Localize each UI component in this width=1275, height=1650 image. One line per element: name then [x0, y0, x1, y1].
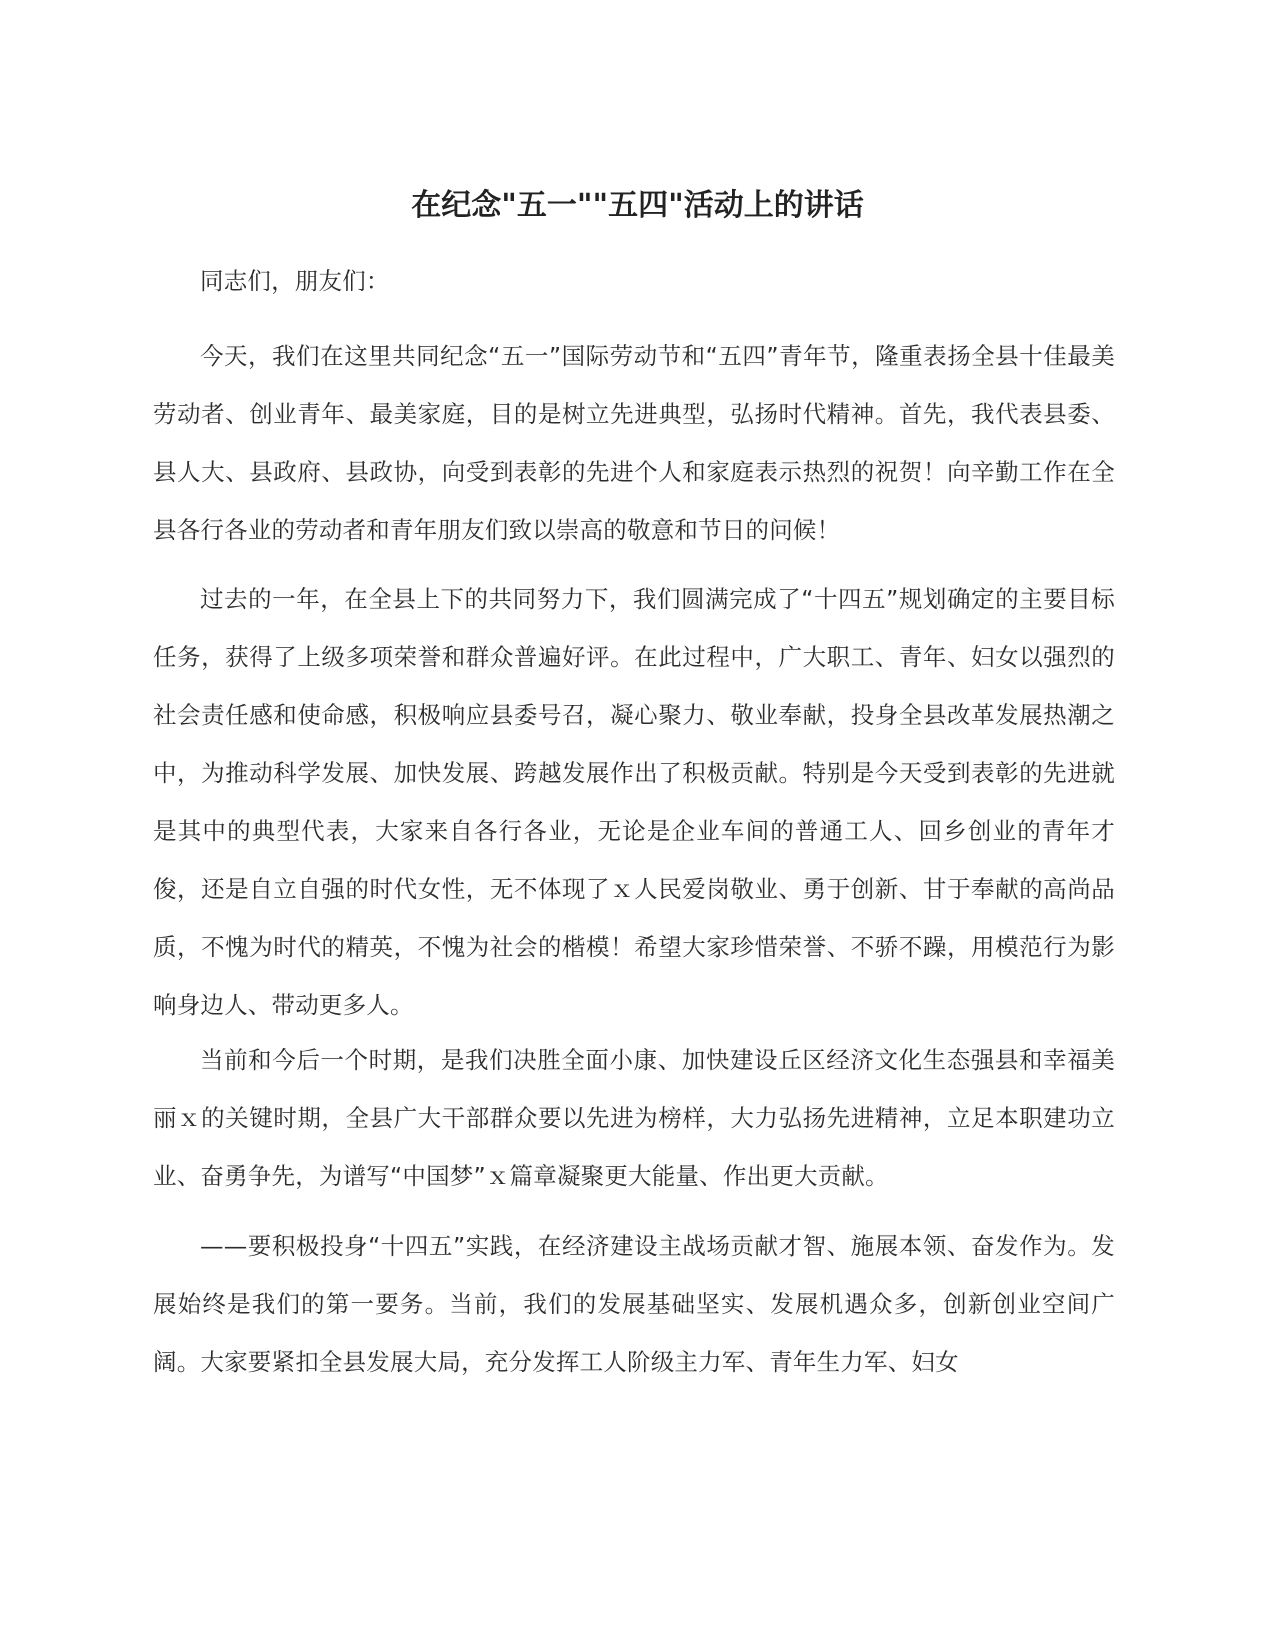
document-title: 在纪念"五一""五四"活动上的讲话	[411, 188, 864, 223]
paragraph-4: ——要积极投身“十四五”实践，在经济建设主战场贡献才智、施展本领、奋发作为。发展始终是我们的第一要务。当前，我们的发展基础坚实、发展机遇众多，创新创业空间广阔。大家要紧扣全县发展大局，充分发挥工人阶级主力军、青年生力军、妇女	[153, 1232, 1115, 1376]
salutation: 同志们，朋友们：	[200, 267, 390, 295]
paragraph-3: 当前和今后一个时期，是我们决胜全面小康、加快建设丘区经济文化生态强县和幸福美丽ｘ的关键时期，全县广大干部群众要以先进为榜样，大力弘扬先进精神，立足本职建功立业、奋勇争先，为谱写“中国梦”ｘ篇章凝聚更大能量、作出更大贡献。	[153, 1046, 1115, 1190]
paragraph-1: 今天，我们在这里共同纪念“五一”国际劳动节和“五四”青年节，隆重表扬全县十佳最美劳动者、创业青年、最美家庭，目的是树立先进典型，弘扬时代精神。首先，我代表县委、县人大、县政府、县政协，向受到表彰的先进个人和家庭表示热烈的祝贺！向辛勤工作在全县各行各业的劳动者和青年朋友们致以崇高的敬意和节日的问候！	[153, 342, 1115, 544]
paragraph-2: 过去的一年，在全县上下的共同努力下，我们圆满完成了“十四五”规划确定的主要目标任务，获得了上级多项荣誉和群众普遍好评。在此过程中，广大职工、青年、妇女以强烈的社会责任感和使命感，积极响应县委号召，凝心聚力、敬业奉献，投身全县改革发展热潮之中，为推动科学发展、加快发展、跨越发展作出了积极贡献。特别是今天受到表彰的先进就是其中的典型代表，大家来自各行各业，无论是企业车间的普通工人、回乡创业的青年才俊，还是自立自强的时代女性，无不体现了ｘ人民爱岗敬业、勇于创新、甘于奉献的高尚品质，不愧为时代的精英，不愧为社会的楷模！希望大家珍惜荣誉、不骄不躁，用模范行为影响身边人、带动更多人。	[153, 585, 1115, 1019]
